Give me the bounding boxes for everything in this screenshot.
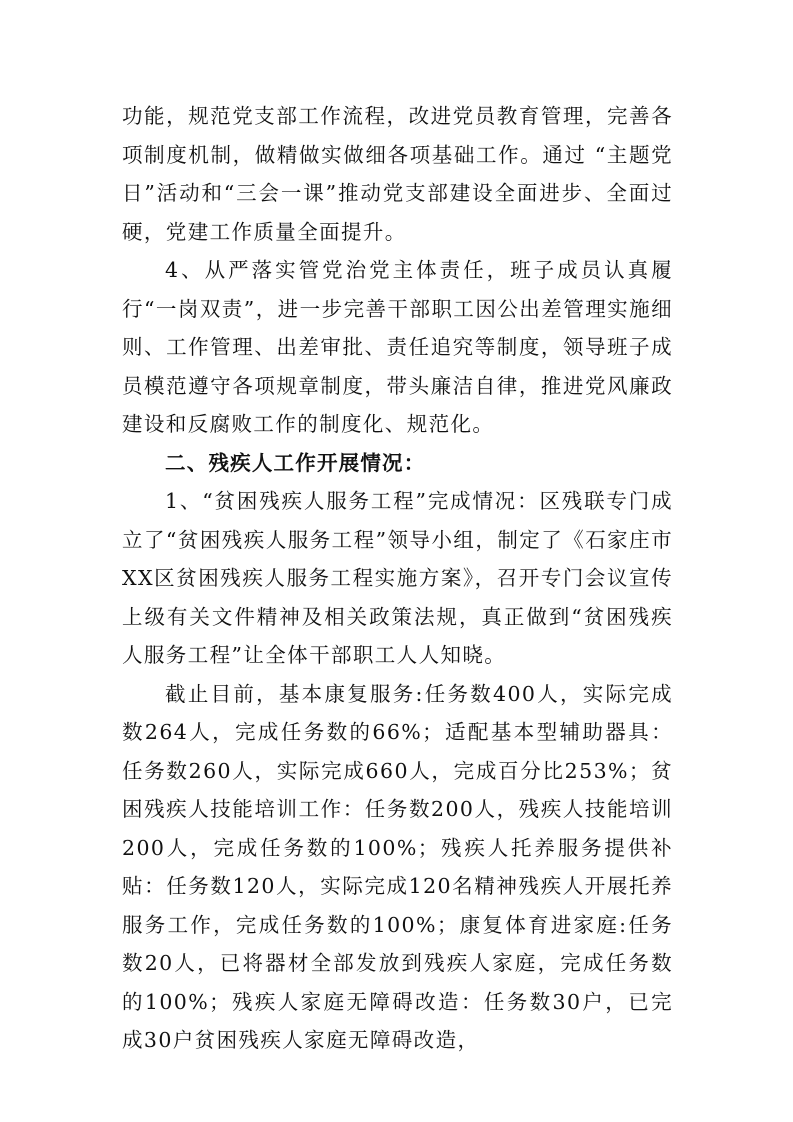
paragraph-party-branch-work: 功能，规范党支部工作流程，改进党员教育管理，完善各项制度机制，做精做实做细各项基础工作。通过 “主题党日”活动和“三会一课”推动党支部建设全面进步、全面过硬，党建工作质量全面提升。	[122, 104, 673, 244]
paragraph-item-4: 4、从严落实管党治党主体责任，班子成员认真履行“一岗双责”，进一步完善干部职工因公出差管理实施细则、工作管理、出差审批、责任追究等制度，领导班子成员模范遵守各项规章制度，带头廉洁自律，推进党风廉政建设和反腐败工作的制度化、规范化。	[122, 258, 673, 436]
document-page	[122, 97, 673, 1060]
paragraph-statistics: 截止目前，基本康复服务:任务数400人，实际完成数264人，完成任务数的66%；适配基本型辅助器具：任务数260人，实际完成660人，完成百分比253%；贫困残疾人技能培训工作：任务数200人，残疾人技能培训200人，完成任务数的100%；残疾人托养服务提供补贴：任务数120人，实际完成120名精神残疾人开展托养服务工作，完成任务数的100%；康复体育进家庭:任务数20人，已将器材全部发放到残疾人家庭，完成任务数的100%；残疾人家庭无障碍改造：任务数30户，已完成30户贫困残疾人家庭无障碍改造，	[122, 681, 673, 1052]
paragraph-item-1: 1、“贫困残疾人服务工程”完成情况：区残联专门成立了“贫困残疾人服务工程”领导小组，制定了《石家庄市XX区贫困残疾人服务工程实施方案》，召开专门会议宣传上级有关文件精神及相关政策法规，真正做到“贫困残疾人服务工程”让全体干部职工人人知晓。	[122, 489, 673, 667]
section-heading: 二、残疾人工作开展情况：	[165, 450, 426, 475]
